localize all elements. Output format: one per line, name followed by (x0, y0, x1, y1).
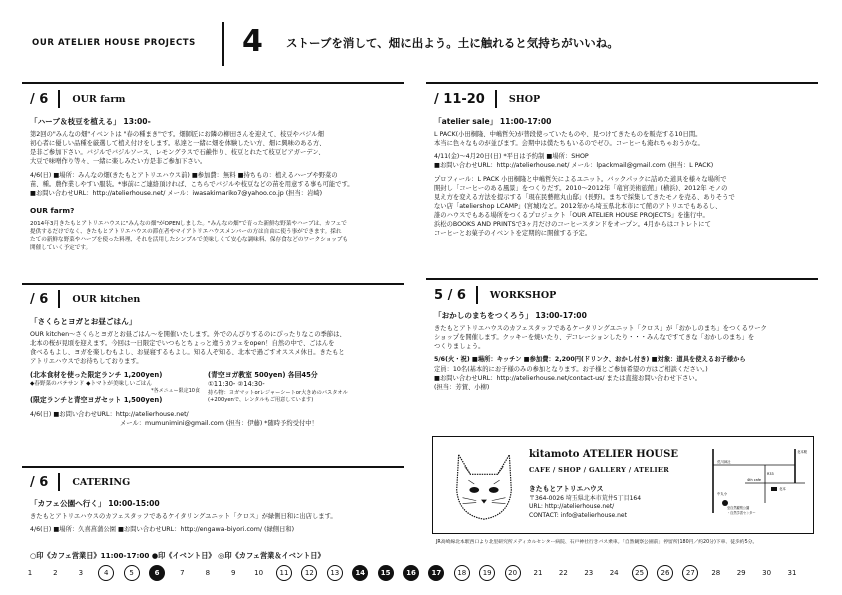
text-line: きたもとアトリエハウスのカフェスタッフであるケータリングユニット「クロス」が「おかしのまち」をつくるワーク (434, 325, 767, 332)
catering-header (30, 473, 130, 491)
calendar-day: 22 (558, 569, 568, 577)
text-line: つくりましょう。 (434, 343, 485, 351)
map-label: 荒川神社 (717, 460, 731, 464)
header-bar (58, 290, 60, 308)
section-rule (426, 82, 818, 84)
catering-date: / 6 (30, 474, 49, 490)
calendar-legend: ○印《カフェ営業日》11:00-17:00 ●印《イベント日》 ◎印《カフェ営業＆イベント日》 (30, 551, 325, 560)
text-line: (担当：芳賀、小柳) (434, 383, 490, 391)
workshop-subtitle: 「おかしのまちをつくろう」 13:00-17:00 (434, 311, 587, 320)
header-bar (58, 90, 60, 108)
farm-question: OUR farm? (30, 205, 75, 215)
text-line: 定員：10名(基本的にお子様のみの参加となります。お子様とご参加希望の方はご相談ください。) (434, 365, 708, 373)
kitchen-body (30, 312, 406, 428)
venue-categories: CAFE / SHOP / GALLERY / ATELIER (529, 466, 670, 474)
text-line: コーヒーとお菓子のイベントを定期的に開催する予定。 (434, 230, 592, 238)
shop-header (434, 90, 540, 108)
calendar-day: 16 (403, 565, 419, 581)
farm-subtitle: 「ハーブ＆枝豆を植える」 13:00- (30, 117, 151, 126)
section-rule (426, 278, 818, 280)
text-line: 5/6(火・祝) ■場所：キッチン ■参加費：2,200円(ドリンク、おかし付き) ■対象：道具を使えるお子様から (434, 356, 746, 364)
text-line: ない店「ateliershop LCAMP」(宮城)など。2012年から埼玉県北本市にて館のアトリエでもあるし、 (434, 202, 722, 210)
shop-body (434, 112, 818, 238)
calendar-day: 30 (762, 569, 772, 577)
farm-date: / 6 (30, 91, 49, 107)
workshop-body (434, 306, 818, 392)
calendar-day: 21 (533, 569, 543, 577)
catering-title: CATERING (72, 476, 131, 488)
calendar-day: 26 (657, 565, 673, 581)
text-line: 本当に色々なものが並びます。会期中は僕たちもいるのでゼひ。コーヒーも淹れちゃおうかな。 (434, 140, 704, 148)
farm-title: OUR farm (72, 93, 126, 105)
text-line: きたもとアトリエハウスのカフェスタッフであるケイタリングユニット「クロス」が緑側日和に出店します。 (30, 513, 337, 520)
text-line: アトリエハウスでお待ちしております。 (30, 358, 143, 366)
menu-note: (+200yenで、レンタルもご用意しています) (208, 397, 314, 404)
calendar-day: 11 (276, 565, 292, 581)
map-label: ・自然学習センター (727, 511, 756, 515)
text-line: OUR kitchen〜さくらとヨガとお昼ごはん〜を開催いたします。外でのんびりするのにぴったりなこの季節は、 (30, 331, 346, 338)
calendar-day: 1 (27, 569, 33, 577)
text-line: 大豆で味噌作り等々、一緒に楽しみたい方是非ご参加下さい。 (30, 158, 207, 166)
menu-item: (限定ランチと青空ヨガセット 1,500yen) (30, 395, 163, 404)
map-label: 北本 (779, 487, 786, 491)
map-label: R33 (767, 472, 774, 476)
cat-logo-icon (445, 447, 523, 525)
workshop-title: WORKSHOP (489, 289, 557, 301)
calendar-day: 8 (205, 569, 211, 577)
calendar-day: 19 (479, 565, 495, 581)
text-line: 誰のハウスでもある場所をつくるプロジェクト「OUR ATELIER HOUSE PROJECTS」を進行中。 (434, 212, 709, 219)
farm-body (30, 112, 406, 252)
kitchen-date: / 6 (30, 291, 49, 307)
venue-address (529, 495, 641, 520)
header-bar (476, 286, 478, 304)
header-bar (495, 90, 497, 108)
contact-line: 4/6(日) ■場所：久喜菖蒲公園 ■お問い合わせURL：http://engawa-biyori.com/ (緑側日和) (30, 526, 295, 534)
calendar-day: 28 (711, 569, 721, 577)
farm-header (30, 90, 125, 108)
text-line: 浜松のBOOKS AND PRINTSで3ヶ月だけのコーヒースタンドをオープン。4月からはコトレトにて (434, 221, 711, 229)
text-line: 提供するだけでなく、きたもとアトリエハウスの滞在者やマイアトリエハウスメンバーの方は自由に使う事ができます。採れ (30, 228, 342, 235)
calendar-day: 10 (254, 569, 264, 577)
catering-subtitle: 「カフェ公園へ行く」 10:00-15:00 (30, 499, 160, 508)
text-line: 第2回の"みんなの畑"イベントは "春の種まき"です。畑師匠にお隣の柳田さんを迎えて、枝豆やバジル畑 (30, 131, 324, 138)
menu-item: ①11:30- ②14:30- (208, 380, 265, 389)
shop-subtitle: 「atelier sale」 11:00-17:00 (434, 117, 552, 126)
calendar-day: 4 (98, 565, 114, 581)
url-line[interactable]: URL: http://atelierhouse.net/ (529, 503, 615, 511)
text-line: 4/6(日) ■場所：みんなの畑(きたもとアトリエハウス前) ■参加費：無料 ■持ちもの：植えるハーブや野菜の (30, 171, 338, 179)
kitchen-subtitle: 「さくらとヨガとお昼ごはん」 (30, 317, 137, 326)
text-line: 見え方を変える方法を提示する「現在民藝館丸山邸」(長野)。まちで採集してきたモノを売る、ありそうで (434, 193, 735, 201)
calendar-day: 18 (454, 565, 470, 581)
contact-line: ■お問い合わせURL：http://atelierhouse.net/ メール：lpackmail@gmail.com (担当：L PACK) (434, 162, 714, 170)
text-line: 北本の桜が見頃を迎えます。今回は一日限定でいつもとちょっと違うカフェをopen！自然の中で、ごはんを (30, 340, 335, 348)
text-line: 2014年3月きたもとアトリエハウスに"みんなの畑"がOPENしました。"みんなの畑"で育った新鮮な野菜やハーブは、カフェで (30, 220, 347, 227)
section-rule (22, 82, 404, 84)
calendar-day: 15 (378, 565, 394, 581)
calendar-day: 9 (230, 569, 236, 577)
workshop-date: 5 / 6 (434, 287, 466, 303)
calendar-day: 5 (124, 565, 140, 581)
contact-line[interactable]: CONTACT: info@atelierhouse.net (529, 511, 627, 519)
venue-card (432, 436, 814, 534)
address-line: 〒364-0026 埼玉県北本市荒井5丁目164 (529, 495, 642, 502)
shop-title: SHOP (508, 93, 541, 105)
calendar-day: 24 (609, 569, 619, 577)
map-label: 4th cafe (747, 478, 761, 482)
calendar-day: 7 (180, 569, 185, 577)
header-bar (58, 473, 60, 491)
text-line: 是非ご参加下さい。バジルでバジルソース、レモングラスで石鹸作り、枝豆とれたて枝豆ピアガーデン、 (30, 149, 325, 157)
calendar-day: 27 (682, 565, 698, 581)
calendar-day: 20 (505, 565, 521, 581)
menu-item: (北本食材を使った限定ランチ 1,200yen) (30, 370, 163, 379)
calendar-day: 25 (632, 565, 648, 581)
calendar-day: 6 (149, 565, 165, 581)
calendar-day: 29 (736, 569, 746, 577)
section-rule (22, 283, 404, 285)
map-label: 北本駅 (797, 450, 808, 454)
calendar-day: 31 (787, 569, 797, 577)
calendar-day: 17 (428, 565, 444, 581)
kitchen-title: OUR kitchen (72, 293, 141, 305)
text-line: 4/11(金)〜4月20日(日) *平日は予約制 ■場所：SHOP (434, 153, 589, 161)
section-rule (22, 466, 404, 468)
shop-date: / 11-20 (434, 91, 485, 107)
text-line: 苗、種。農作業しやすい服装。*事前にご連絡頂ければ、こちらでバジルや枝豆などの苗を用意する事も可能です。 (30, 180, 354, 188)
contact-line: ■お問い合わせURL：http://atelierhouse.net/contact-us/ または直接お問い合わせ下さい。 (434, 374, 701, 382)
text-line: 開封し「コーヒーのある風景」をつくりだす。2010〜2012年「竜宮美術旅館」(横浜)、2012年 モノの (434, 184, 728, 192)
map-marker (771, 487, 777, 491)
text-line: プロフィール：L PACK 小田桐隆と中嶋哲矢によるユニット。バックパックに詰めた道具を様々な場所で (434, 175, 727, 183)
calendar-day: 14 (352, 565, 368, 581)
menu-note: *各メニュー限定10食 (151, 388, 200, 395)
venue-name: kitamoto ATELIER HOUSE (529, 449, 678, 460)
text-line: 初心者に優しい品種を厳選して植え付けをします。私達と一緒に畑を体験したい方、畑に興味のある方、 (30, 140, 326, 148)
kitchen-header (30, 290, 140, 308)
calendar-day: 13 (327, 565, 343, 581)
text-line: 食べるもよし、ヨガを楽しむもよし、お昼寝するもよし。知る人ぞ知る、北本で過ごすオススメ休日。きたもと (30, 349, 345, 357)
header-tagline: ストーブを消して、畑に出よう。土に触れると気持ちがいいね。 (286, 36, 619, 50)
venue-name-jp: きたもとアトリエハウス (529, 485, 604, 493)
calendar-day: 23 (584, 569, 594, 577)
text-line: たての新鮮な野菜やハーブを使った料理、それを活用したシンプルで美味しくて安心な調味料、保存食などのワークショップも (30, 236, 349, 243)
menu-item: (青空ヨガ教室 500yen) 各回45分 (208, 370, 318, 379)
kitchen-menu (30, 371, 406, 406)
access-note: JR高崎線北本駅西口より北里研究所メディカルセンター病院、石戸神社行きバス乗車。「自然観察公園前」停留所(180円／約20分)下車、徒歩約5分。 (436, 540, 758, 545)
calendar-days (22, 565, 822, 583)
menu-item: 持ち物：ヨガマットorレジャーシートor大きめのバスタオル (208, 389, 348, 396)
text-line: ショップを開催します。クッキーを焼いたり、デコレーションしたり・・・みんなですてきな「おかしのまち」を (434, 334, 755, 342)
calendar-day: 2 (53, 569, 58, 577)
text-line: 開催していく予定です。 (30, 244, 92, 251)
calendar-day: 12 (301, 565, 317, 581)
project-title: OUR ATELIER HOUSE PROJECTS (32, 38, 196, 48)
menu-item: ◆春野菜のパテサンド ◆トマトが美味しいごはん (30, 381, 152, 388)
issue-number: 4 (242, 24, 263, 59)
contact-line: メール：mumunimini@gmail.com (担当：伊藤) *随時予約受付中！ (120, 419, 318, 427)
workshop-header (434, 286, 556, 304)
catering-body (30, 494, 406, 534)
contact-line: ■お問い合わせURL：http://atelierhouse.net/ メール：iwasakimariko7@yahoo.co.jp (担当：岩崎) (30, 189, 323, 197)
map-label: 至自然観察公園 (727, 506, 750, 510)
header-divider (222, 22, 224, 66)
text-line: L PACK(小田桐隆、中嶋哲矢)が普段使っていたものや、見つけてきたものを販売する10日間。 (434, 131, 702, 138)
map-label: 中丸小 (717, 492, 728, 496)
contact-line: 4/6(日) ■お問い合わせURL：http://atelierhouse.net/ (30, 410, 189, 418)
venue-map (705, 443, 809, 527)
calendar-day: 3 (78, 569, 84, 577)
